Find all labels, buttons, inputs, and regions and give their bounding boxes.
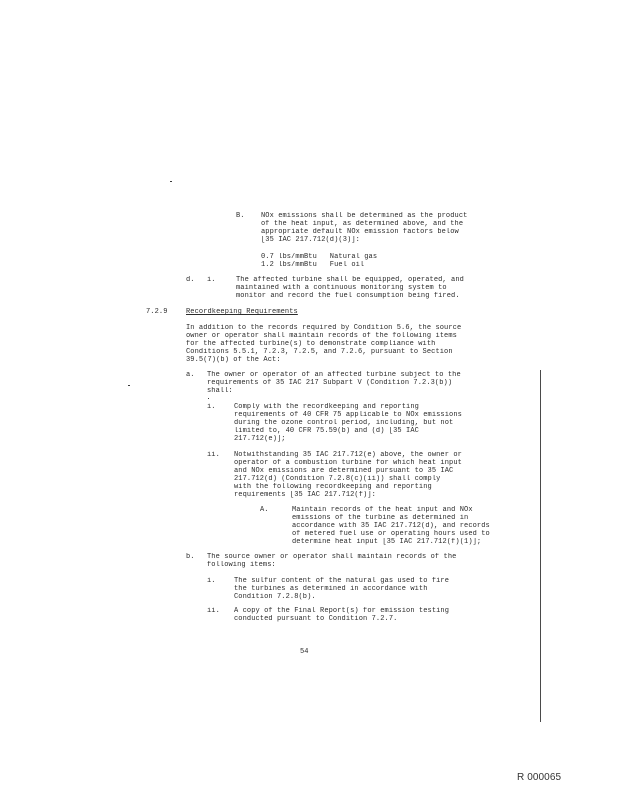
- item-a-ii-line: requirements [35 IAC 217.712(f)]:: [234, 491, 376, 499]
- item-a-i-line: requirements of 40 CFR 75 applicable to NOx emissions: [234, 411, 462, 419]
- item-a-i-numeral: i.: [207, 403, 216, 411]
- item-a-ii-A-line: accordance with 35 IAC 217.712(d), and records: [292, 522, 490, 530]
- item-d-marker: d.: [186, 276, 195, 284]
- item-b-marker: B.: [236, 212, 245, 220]
- section-number: 7.2.9: [146, 308, 168, 316]
- item-a-ii-A-marker: A.: [260, 506, 269, 514]
- item-a-line: shall:: [207, 387, 233, 395]
- scan-speck: [170, 181, 172, 182]
- scan-speck: [128, 385, 130, 386]
- scan-speck: [208, 398, 209, 399]
- item-a-ii-line: 217.712(d) (Condition 7.2.8(c)(ii)) shall comply: [234, 475, 441, 483]
- item-a-ii-numeral: ii.: [207, 451, 220, 459]
- item-b2-ii-line: A copy of the Final Report(s) for emission testing: [234, 607, 450, 615]
- section-intro-line: owner or operator shall maintain records of the following items: [186, 332, 457, 340]
- item-a-i-line: 217.712(e)];: [234, 435, 286, 443]
- item-a-ii-line: and NOx emissions are determined pursuant to 35 IAC: [234, 467, 454, 475]
- page-number: 54: [300, 648, 309, 656]
- item-a-ii-A-line: Maintain records of the heat input and NOx: [292, 506, 473, 514]
- item-b-line: [35 IAC 217.712(d)(3)]:: [261, 236, 360, 244]
- item-b-line: NOx emissions shall be determined as the product: [261, 212, 468, 220]
- item-a-i-line: Comply with the recordkeeping and reporting: [234, 403, 419, 411]
- item-b2-i-line: Condition 7.2.8(b).: [234, 593, 316, 601]
- item-d-numeral: i.: [207, 276, 216, 284]
- section-intro-line: Conditions 5.5.1, 7.2.3, 7.2.5, and 7.2.6, pursuant to Section: [186, 348, 453, 356]
- section-intro-line: 39.5(7)(b) of the Act:: [186, 356, 281, 364]
- item-b2-line: following items:: [207, 561, 276, 569]
- section-heading: Recordkeeping Requirements: [186, 308, 298, 316]
- bates-number: R 000065: [517, 772, 562, 783]
- section-intro-line: In addition to the records required by Condition 5.6, the source: [186, 324, 462, 332]
- item-b-line: of the heat input, as determined above, and the: [261, 220, 464, 228]
- item-b2-i-line: the turbines as determined in accordance with: [234, 585, 428, 593]
- item-a-i-line: during the ozone control period, including, but not: [234, 419, 454, 427]
- item-b2-i-line: The sulfur content of the natural gas used to fire: [234, 577, 450, 585]
- item-b2-ii-line: conducted pursuant to Condition 7.2.7.: [234, 615, 398, 623]
- item-a-ii-A-line: determine heat input [35 IAC 217.712(f)(1)];: [292, 538, 482, 546]
- item-a-ii-line: operator of a combustion turbine for which heat input: [234, 459, 462, 467]
- item-d-line: monitor and record the fuel consumption being fired.: [236, 292, 460, 300]
- item-b2-marker: b.: [186, 553, 195, 561]
- item-a-i-line: limited to, 40 CFR 75.59(b) and (d) [35 IAC: [234, 427, 419, 435]
- item-a-ii-A-line: emissions of the turbine as determined in: [292, 514, 469, 522]
- item-b2-ii-numeral: ii.: [207, 607, 220, 615]
- item-a-ii-A-line: of metered fuel use or operating hours used to: [292, 530, 490, 538]
- item-a-ii-line: with the following recordkeeping and reporting: [234, 483, 432, 491]
- item-a-marker: a.: [186, 371, 195, 379]
- item-b2-line: The source owner or operator shall maintain records of the: [207, 553, 457, 561]
- emission-factor-oil: 1.2 lbs/mmBtu Fuel oil: [261, 261, 365, 269]
- emission-factor-gas: 0.7 lbs/mmBtu Natural gas: [261, 253, 378, 261]
- item-b-line: appropriate default NOx emission factors below: [261, 228, 459, 236]
- item-d-line: maintained with a continuous monitoring system to: [236, 284, 447, 292]
- scan-edge-line: [540, 370, 541, 722]
- item-b2-i-numeral: i.: [207, 577, 216, 585]
- section-intro-line: for the affected turbine(s) to demonstrate compliance with: [186, 340, 436, 348]
- item-a-ii-line: Notwithstanding 35 IAC 217.712(e) above, the owner or: [234, 451, 462, 459]
- item-a-line: requirements of 35 IAC 217 Subpart V (Condition 7.2.3(b)): [207, 379, 453, 387]
- item-d-line: The affected turbine shall be equipped, operated, and: [236, 276, 464, 284]
- item-a-line: The owner or operator of an affected turbine subject to the: [207, 371, 461, 379]
